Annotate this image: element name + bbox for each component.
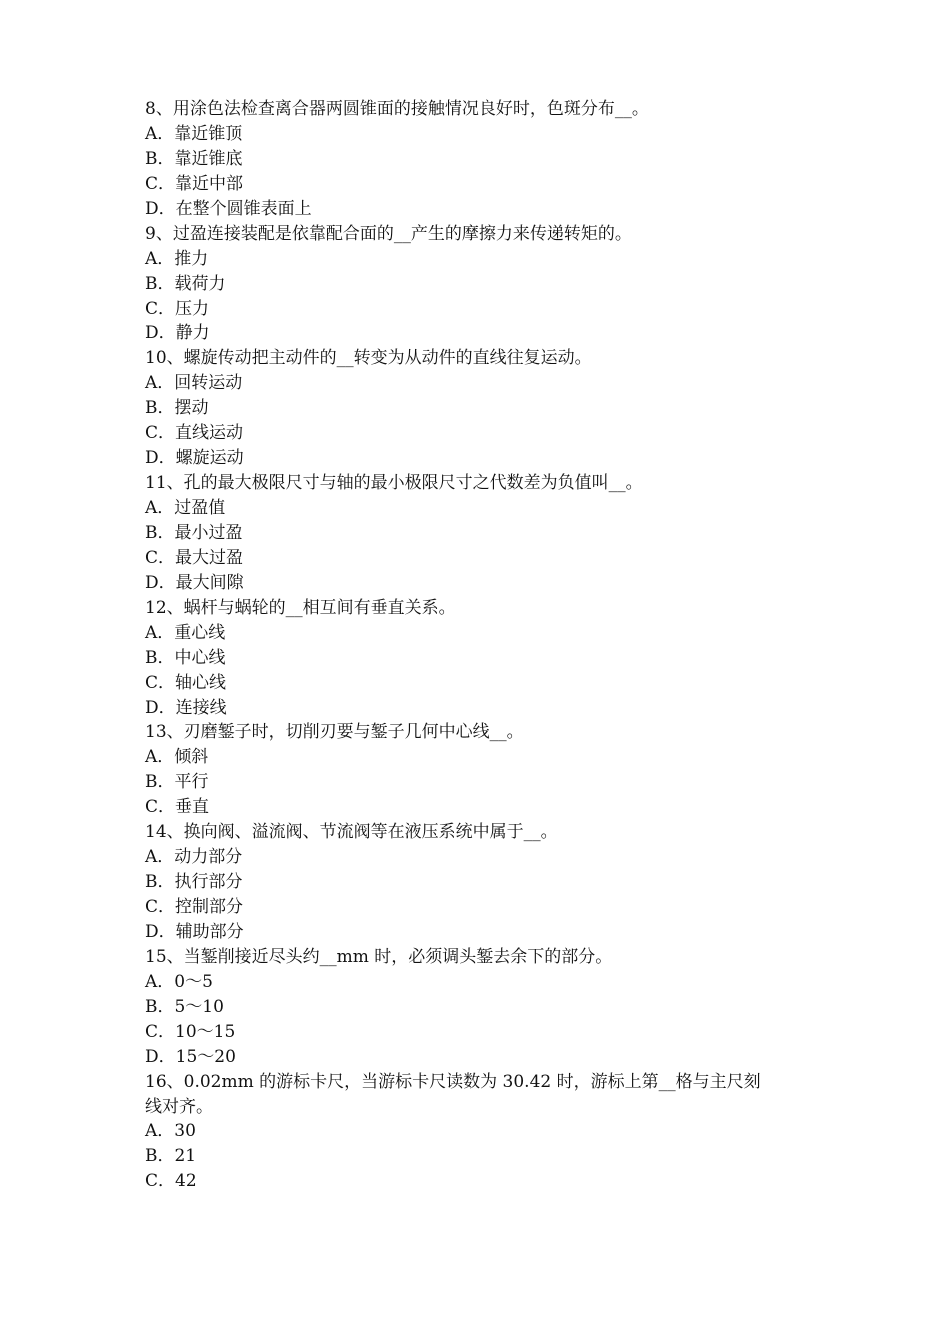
question-11	[145, 471, 815, 596]
option-b: B．最小过盈	[145, 522, 243, 543]
option-a: A．动力部分	[145, 847, 243, 868]
question-stem: 15、当錾削接近尽头约__mm 时，必须调头錾去余下的部分。	[145, 946, 613, 967]
option-b: B．摆动	[145, 398, 209, 419]
option-c: C．压力	[145, 298, 210, 319]
option-c: C．直线运动	[145, 423, 244, 444]
option-a: A．30	[145, 1121, 196, 1142]
option-c: C．42	[145, 1171, 197, 1192]
question-stem: 11、孔的最大极限尺寸与轴的最小极限尺寸之代数差为负值叫__。	[145, 473, 643, 494]
option-a: A．推力	[145, 248, 209, 269]
option-b: B．执行部分	[145, 872, 243, 893]
option-b: B．载荷力	[145, 273, 226, 294]
option-d: D．静力	[145, 323, 210, 344]
question-stem: 8、用涂色法检查离合器两圆锥面的接触情况良好时，色斑分布__。	[145, 99, 649, 119]
question-10	[145, 346, 815, 471]
option-a: A．0～5	[145, 971, 213, 992]
option-c: C．靠近中部	[145, 173, 244, 194]
question-16	[145, 1070, 815, 1195]
question-12	[145, 596, 815, 721]
question-stem: 14、换向阀、溢流阀、节流阀等在液压系统中属于__。	[145, 822, 558, 843]
document-page	[145, 97, 815, 1194]
question-14	[145, 820, 815, 945]
option-d: D．连接线	[145, 697, 227, 718]
option-d: D．15～20	[145, 1046, 236, 1067]
option-a: A．过盈值	[145, 498, 226, 518]
option-b: B．5～10	[145, 996, 224, 1017]
option-a: A．重心线	[145, 622, 226, 643]
option-b: B．靠近锥底	[145, 148, 243, 169]
question-8	[145, 97, 815, 222]
option-c: C．垂直	[145, 797, 210, 818]
question-stem: 9、过盈连接装配是依靠配合面的__产生的摩擦力来传递转矩的。	[145, 223, 632, 244]
option-c: C．10～15	[145, 1021, 236, 1042]
option-a: A．回转运动	[145, 373, 243, 394]
option-c: C．轴心线	[145, 672, 227, 693]
option-a: A．倾斜	[145, 747, 209, 768]
option-c: C．控制部分	[145, 897, 244, 917]
question-stem: 10、螺旋传动把主动件的__转变为从动件的直线往复运动。	[145, 348, 592, 369]
option-b: B．21	[145, 1146, 197, 1167]
option-d: D．螺旋运动	[145, 448, 244, 469]
option-b: B．中心线	[145, 647, 226, 668]
option-a: A．靠近锥顶	[145, 123, 243, 144]
option-d: D．在整个圆锥表面上	[145, 198, 312, 219]
question-stem: 12、蜗杆与蜗轮的__相互间有垂直关系。	[145, 597, 456, 618]
question-stem: 16、0.02mm 的游标卡尺，当游标卡尺读数为 30.42 时，游标上第__格与主尺刻	[145, 1071, 761, 1092]
question-13	[145, 720, 815, 820]
question-stem-continued: 线对齐。	[145, 1096, 213, 1117]
question-9	[145, 222, 815, 347]
option-d: D．辅助部分	[145, 921, 244, 942]
option-b: B．平行	[145, 772, 209, 793]
option-d: D．最大间隙	[145, 572, 244, 593]
option-c: C．最大过盈	[145, 547, 244, 568]
question-15	[145, 945, 815, 1070]
question-stem: 13、刃磨錾子时，切削刃要与錾子几何中心线__。	[145, 722, 524, 743]
